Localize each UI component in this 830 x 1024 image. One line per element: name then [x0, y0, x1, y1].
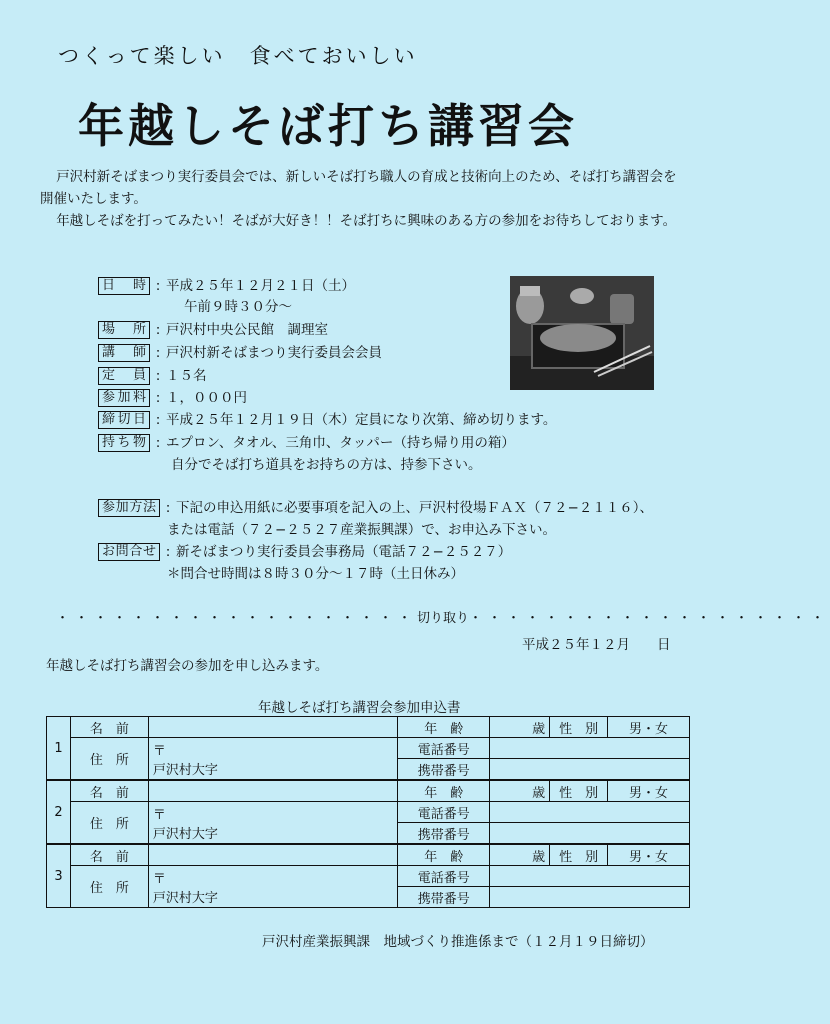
sex-field[interactable]: 男・女: [608, 780, 690, 802]
place-row: 場 所 : 戸沢村中央公民館 調理室: [98, 320, 328, 340]
capacity-label: 定 員: [98, 367, 150, 385]
applicant-1: [47, 717, 690, 781]
address-label: 住 所: [70, 738, 148, 781]
mobile-label: 携帯番号: [398, 759, 490, 781]
instructor-label: 講 師: [98, 344, 150, 362]
application-form-table: [46, 716, 690, 908]
name-label: 名 前: [70, 717, 148, 738]
contact-label: お問合せ: [98, 543, 160, 561]
capacity-value: １５名: [166, 368, 207, 384]
intro-paragraph-2: 年越しそばを打ってみたい！そばが大好き！！そば打ちに興味のある方の参加をお待ちしております。: [56, 213, 677, 229]
footer-note: 戸沢村産業振興課 地域づくり推進係まで（１２月１９日締切）: [262, 934, 654, 950]
postal-mark: 〒: [152, 871, 166, 887]
address-field[interactable]: [148, 738, 397, 781]
age-label: 年 齢: [398, 844, 490, 866]
row-number: 1: [47, 717, 71, 781]
age-label: 年 齢: [398, 717, 490, 738]
name-label: 名 前: [70, 844, 148, 866]
age-unit: 歳: [532, 721, 546, 737]
contact-note: ＊問合せ時間は８時３０分～１７時（土日休み）: [167, 566, 464, 582]
name-label: 名 前: [70, 780, 148, 802]
row-number: 2: [47, 780, 71, 844]
age-unit: 歳: [532, 785, 546, 801]
phone-field[interactable]: [490, 866, 690, 887]
contact-row: お問合せ : 新そばまつり実行委員会事務局（電話７２−２５２７）: [98, 542, 511, 562]
phone-field[interactable]: [490, 802, 690, 823]
items-label: 持ち物: [98, 434, 150, 452]
sex-label: 性 別: [550, 844, 608, 866]
place-value: 戸沢村中央公民館 調理室: [166, 322, 328, 338]
age-unit: 歳: [532, 849, 546, 865]
apply-note: または電話（７２−２５２７産業振興課）で、お申込み下さい。: [167, 522, 557, 538]
mobile-field[interactable]: [490, 887, 690, 908]
fee-value: １，０００円: [166, 390, 247, 406]
address-prefix: 戸沢村大字: [152, 890, 218, 906]
age-field[interactable]: [490, 717, 550, 738]
postal-mark: 〒: [152, 807, 166, 823]
apply-value: 下記の申込用紙に必要事項を記入の上、戸沢村役場ＦＡＸ（７２−２１１６）、: [176, 500, 654, 516]
mobile-label: 携帯番号: [398, 823, 490, 845]
form-intro: 年越しそば打ち講習会の参加を申し込みます。: [46, 658, 329, 674]
applicant-2: [47, 780, 690, 844]
sex-field[interactable]: 男・女: [608, 717, 690, 738]
phone-field[interactable]: [490, 738, 690, 759]
age-label: 年 齢: [398, 780, 490, 802]
instructor-value: 戸沢村新そばまつり実行委員会会員: [166, 345, 382, 361]
phone-label: 電話番号: [398, 802, 490, 823]
name-field[interactable]: [148, 780, 397, 802]
cut-line: ・・・・・・・・・・・・・・・・・・・切り取り・・・・・・・・・・・・・・・・・・・: [56, 611, 830, 626]
postal-mark: 〒: [152, 743, 166, 759]
page-title: 年越しそば打ち講習会: [78, 99, 578, 153]
address-prefix: 戸沢村大字: [152, 826, 218, 842]
deadline-label: 締切日: [98, 411, 150, 429]
address-field[interactable]: [148, 866, 397, 908]
items-note: 自分でそば打ち道具をお持ちの方は、持参下さい。: [171, 457, 482, 473]
sex-label: 性 別: [550, 780, 608, 802]
deadline-row: 締切日 : 平成２５年１２月１９日（木）定員になり次第、締め切ります。: [98, 410, 556, 430]
deadline-value: 平成２５年１２月１９日（木）定員になり次第、締め切ります。: [166, 412, 557, 428]
name-field[interactable]: [148, 844, 397, 866]
applicant-3: [47, 844, 690, 908]
mobile-label: 携帯番号: [398, 887, 490, 908]
form-date: 平成２５年１２月 日: [522, 637, 671, 653]
phone-label: 電話番号: [398, 866, 490, 887]
fee-row: 参加料 : １，０００円: [98, 388, 247, 408]
capacity-row: 定 員 : １５名: [98, 366, 207, 386]
phone-label: 電話番号: [398, 738, 490, 759]
age-field[interactable]: [490, 844, 550, 866]
sex-label: 性 別: [550, 717, 608, 738]
cut-line-label: 切り取り: [417, 611, 470, 626]
row-number: 3: [47, 844, 71, 908]
time-value: 午前９時３０分～: [184, 299, 292, 315]
address-field[interactable]: [148, 802, 397, 845]
date-label: 日 時: [98, 277, 150, 295]
tagline: つくって楽しい 食べておいしい: [58, 44, 418, 68]
mobile-field[interactable]: [490, 759, 690, 781]
apply-row: 参加方法 : 下記の申込用紙に必要事項を記入の上、戸沢村役場ＦＡＸ（７２−２１１６）、: [98, 498, 653, 518]
contact-value: 新そばまつり実行委員会事務局（電話７２−２５２７）: [176, 544, 512, 560]
intro-paragraph-1: 戸沢村新そばまつり実行委員会では、新しいそば打ち職人の育成と技術向上のため、そば打ち講習会を開催いたします。: [40, 169, 677, 207]
fee-label: 参加料: [98, 389, 150, 407]
soba-photo: [510, 276, 654, 390]
address-label: 住 所: [70, 866, 148, 908]
name-field[interactable]: [148, 717, 397, 738]
address-prefix: 戸沢村大字: [152, 762, 218, 778]
items-row: 持ち物 : エプロン、タオル、三角巾、タッパー（持ち帰り用の箱）: [98, 433, 515, 453]
date-row: 日 時 : 平成２５年１２月２１日（土）: [98, 276, 355, 296]
sex-field[interactable]: 男・女: [608, 844, 690, 866]
mobile-field[interactable]: [490, 823, 690, 845]
instructor-row: 講 師 : 戸沢村新そばまつり実行委員会会員: [98, 343, 382, 363]
date-value: 平成２５年１２月２１日（土）: [166, 278, 355, 294]
age-field[interactable]: [490, 780, 550, 802]
items-value: エプロン、タオル、三角巾、タッパー（持ち帰り用の箱）: [166, 435, 515, 451]
apply-label: 参加方法: [98, 499, 160, 517]
form-title: 年越しそば打ち講習会参加申込書: [258, 700, 461, 716]
place-label: 場 所: [98, 321, 150, 339]
address-label: 住 所: [70, 802, 148, 845]
